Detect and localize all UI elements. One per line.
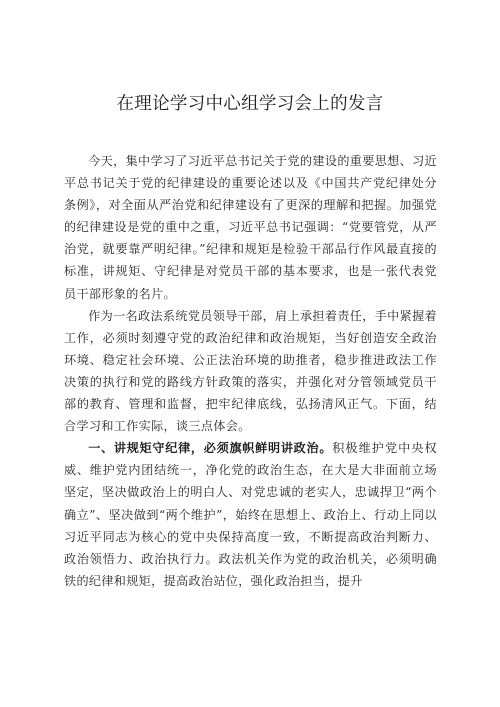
document-body [64, 150, 437, 592]
paragraph-section-1 [64, 437, 437, 592]
section-heading: 一、讲规矩守纪律，必须旗帜鲜明讲政治。 [88, 441, 333, 456]
paragraph-role: 作为一名政法系统党员领导干部，肩上承担着责任，手中紧握着工作，必须时刻遵守党的政治纪律和政治规矩，当好创造安全政治环境、稳定社会环境、公正法治环境的助推者，稳步推进政法工作决策的执行和党的路线方针政策的落实，并强化对分管领域党员干部的教育、管理和监督，把牢纪律底线，弘扬清风正气。下面，结合学习和工作实际，谈三点体会。 [64, 308, 437, 434]
paragraph-intro: 今天，集中学习了习近平总书记关于党的建设的重要思想、习近平总书记关于党的纪律建设的重要论述以及《中国共产党纪律处分条例》，对全面从严治党和纪律建设有了更深的理解和把握。加强党的纪律建设是党的重中之重，习近平总书记强调：“党要管党，从严治党，就要靠严明纪律。”纪律和规矩是检验干部品行作风最直接的标准，讲规矩、守纪律是对党员干部的基本要求，也是一张代表党员干部形象的名片。 [64, 154, 437, 301]
section-text: 积极维护党中央权威、维护党内团结统一，净化党的政治生态，在大是大非面前立场坚定，坚决做政治上的明白人、对党忠诚的老实人，忠诚捍卫“两个确立”、坚决做到“两个维护”，始终在思想上、政治上、行动上同以习近平同志为核心的党中央保持高度一致，不断提高政治判断力、政治领悟力、政治执行力。政法机关作为党的政治机关，必须明确铁的纪律和规矩，提高政治站位，强化政治担当，提升 [64, 441, 437, 588]
document-title: 在理论学习中心组学习会上的发言 [116, 94, 384, 114]
